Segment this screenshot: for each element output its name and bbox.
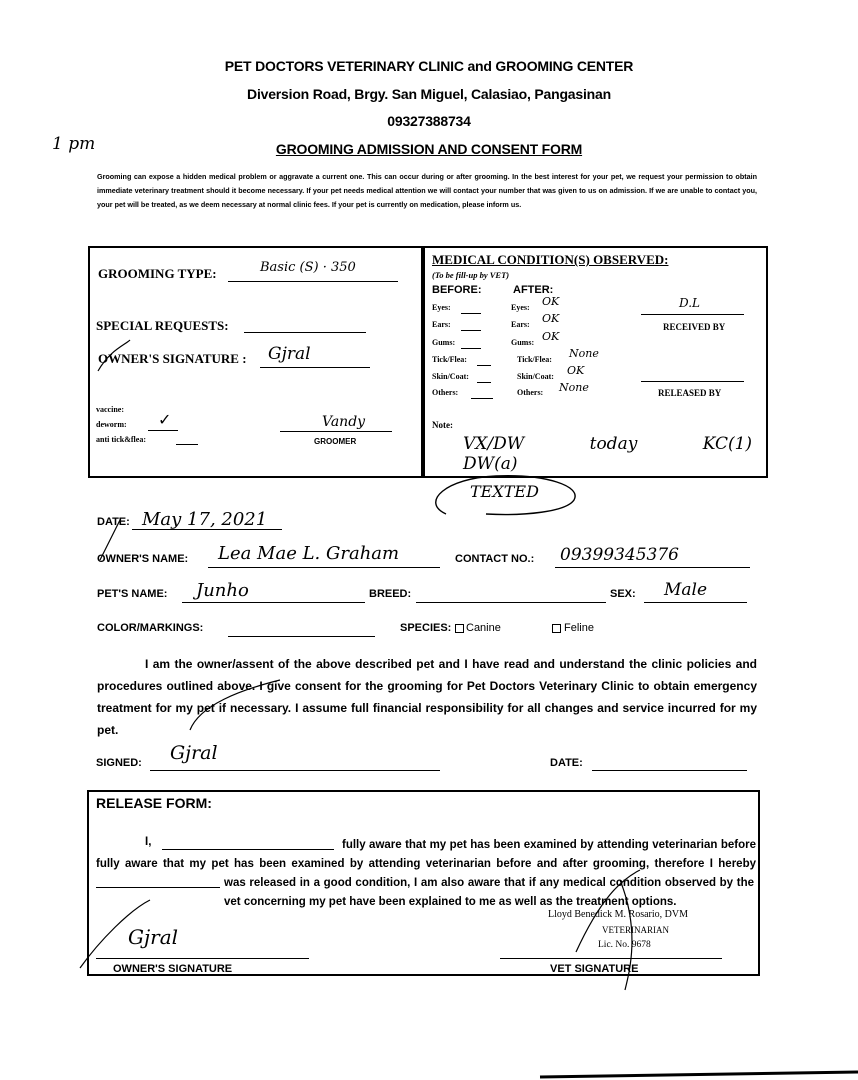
medical-subtitle: (To be fill-up by VET) <box>432 270 510 280</box>
grooming-type-label: GROOMING TYPE: <box>98 266 217 281</box>
owner-name-value: Lea Mae L. Graham <box>218 543 400 564</box>
after-row: Eyes: <box>511 303 530 312</box>
grooming-type-value: Basic (S) · 350 <box>260 260 356 275</box>
release-owner-sig-label: OWNER'S SIGNATURE <box>113 963 233 975</box>
species-label: SPECIES: <box>400 622 452 634</box>
after-value: None <box>559 381 589 394</box>
after-value: OK <box>542 295 560 308</box>
before-row: Tick/Flea: <box>432 355 467 364</box>
received-label: RECEIVED BY <box>663 322 726 332</box>
release-text-1b-inner: fully aware that my pet has been examined by attending veterinarian before and after grooming, therefore I hereby <box>96 858 756 870</box>
after-value: OK <box>542 312 560 325</box>
groomer-value: Vandy <box>322 414 366 430</box>
margin-note: 1 pm <box>52 134 96 154</box>
before-label: BEFORE: <box>432 284 482 296</box>
vet-name: Lloyd Benedick M. Rosario, DVM <box>548 909 688 920</box>
owner-signature-value: Gjral <box>268 344 311 364</box>
canine-label: Canine <box>466 622 501 634</box>
released-label: RELEASED BY <box>658 388 722 398</box>
before-row: Skin/Coat: <box>432 372 469 381</box>
texted-stamp: TEXTED <box>470 482 539 501</box>
contact-value: 09399345376 <box>560 545 679 565</box>
before-row: Others: <box>432 388 459 397</box>
groomer-label: GROOMER <box>314 437 357 446</box>
breed-label: BREED: <box>369 588 412 600</box>
release-text-2: was released in a good condition, I am also aware that if any medical condition observed by the vet concerning my pet have been explained to me as well as the treatment options. <box>224 877 754 908</box>
vaccine-label: vaccine: <box>96 405 124 414</box>
pet-name-value: Junho <box>196 580 249 601</box>
form-title: GROOMING ADMISSION AND CONSENT FORM <box>275 141 583 157</box>
after-row: Tick/Flea: <box>517 355 552 364</box>
date-value: May 17, 2021 <box>142 509 268 530</box>
after-row: Gums: <box>511 338 535 347</box>
signed-label: SIGNED: <box>96 757 142 769</box>
signed-value: Gjral <box>170 742 218 764</box>
sex-value: Male <box>664 580 708 600</box>
date-label: DATE: <box>97 516 130 528</box>
vet-sig-label: VET SIGNATURE <box>550 963 639 975</box>
medical-title: MEDICAL CONDITION(S) OBSERVED: <box>432 252 669 267</box>
after-row: Ears: <box>511 320 530 329</box>
deworm-label: deworm: <box>96 420 127 429</box>
deworm-check: ✓ <box>158 412 172 429</box>
release-text-1: fully aware that my pet has been examined by attending veterinarian before <box>342 839 756 851</box>
clinic-phone: 09327388734 <box>387 113 471 129</box>
clinic-name: PET DOCTORS VETERINARY CLINIC and GROOMING CENTER <box>224 58 634 74</box>
after-value: None <box>569 347 599 360</box>
after-label: AFTER: <box>513 284 554 296</box>
contact-label: CONTACT NO.: <box>455 553 535 565</box>
feline-label: Feline <box>564 622 594 634</box>
before-row: Gums: <box>432 338 456 347</box>
clinic-address: Diversion Road, Brgy. San Miguel, Calasiao, Pangasinan <box>247 86 611 102</box>
consent-paragraph: I am the owner/assent of the above described pet and I have read and understand the clinic policies and procedures outlined above. I give consent for the grooming for Pet Doctors Veterinary Clinic to obtain emergency treatment for my pet if necessary. I assume full financial responsibility for all changes and service incurred for my pet. <box>97 657 757 737</box>
release-owner-signature: Gjral <box>128 925 179 949</box>
vet-title: VETERINARIAN <box>602 925 669 935</box>
note-value: VX/DW today KC(1) DW(a) <box>463 434 753 474</box>
after-value: OK <box>567 364 585 377</box>
note-label: Note: <box>432 420 453 430</box>
pet-name-label: PET'S NAME: <box>97 588 168 600</box>
owner-name-label: OWNER'S NAME: <box>97 553 189 565</box>
release-title: RELEASE FORM: <box>96 795 212 811</box>
before-row: Ears: <box>432 320 451 329</box>
owner-signature-label: OWNER'S SIGNATURE : <box>98 351 247 366</box>
after-value: OK <box>542 330 560 343</box>
vet-license: Lic. No. 9678 <box>598 940 651 950</box>
anti-tick-label: anti tick&flea: <box>96 435 146 444</box>
signed-date-label: DATE: <box>550 757 583 769</box>
sex-label: SEX: <box>610 588 636 600</box>
color-label: COLOR/MARKINGS: <box>97 622 204 634</box>
before-row: Eyes: <box>432 303 451 312</box>
received-value: D.L <box>679 296 700 310</box>
intro-text: Grooming can expose a hidden medical problem or aggravate a current one. This can occur during or after grooming. In the best interest for your pet, we request your permission to obtain immediate veterinary treatment should it become necessary. If your pet needs medical attention we will contact your number that was given to us on admission. If we are unable to contact you, your pet will be treated, as we deem necessary at normal clinic fees. If your pet is currently on medication, please inform us. <box>97 172 757 209</box>
after-row: Skin/Coat: <box>517 372 554 381</box>
release-i: I, <box>145 836 152 848</box>
after-row: Others: <box>517 388 544 397</box>
special-requests-label: SPECIAL REQUESTS: <box>96 318 229 333</box>
